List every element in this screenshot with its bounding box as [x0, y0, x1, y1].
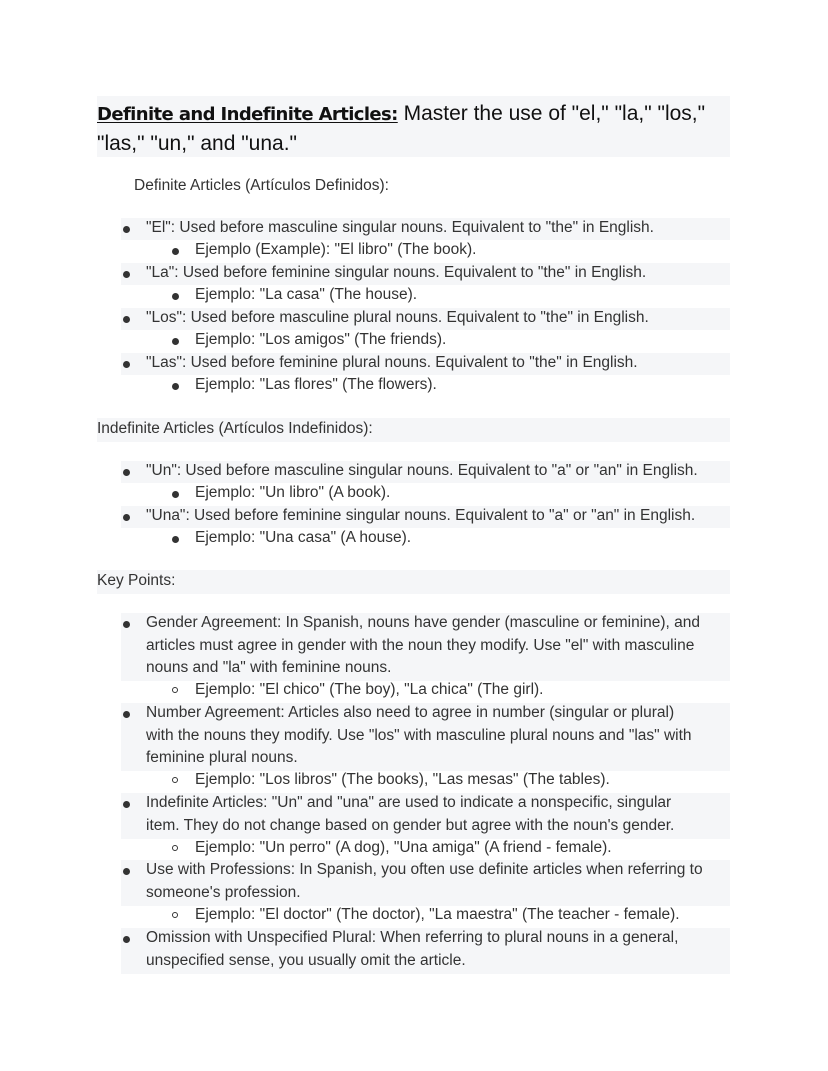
bullet-circle-icon	[172, 845, 178, 851]
indefinite-item-una: "Una": Used before feminine singular nouns. Equivalent to "a" or "an" in English.	[146, 507, 696, 524]
key-points-heading: Key Points:	[97, 572, 176, 589]
title-bold: Definite and Indefinite Articles:	[97, 104, 398, 125]
bullet-circle-icon	[172, 912, 178, 918]
definite-item-el: "El": Used before masculine singular nouns. Equivalent to "the" in English.	[146, 219, 654, 236]
bullet-disc-icon	[123, 226, 130, 233]
key-point-professions-line: someone's profession.	[146, 884, 301, 901]
shade-row	[97, 570, 730, 594]
indefinite-example-una: Ejemplo: "Una casa" (A house).	[195, 529, 412, 546]
key-point-gender-example: Ejemplo: "El chico" (The boy), "La chica" (The girl).	[195, 681, 544, 698]
definite-item-los: "Los": Used before masculine plural nouns. Equivalent to "the" in English.	[146, 309, 649, 326]
key-point-indefinite-line: Indefinite Articles: "Un" and "una" are used to indicate a nonspecific, singular	[146, 794, 672, 811]
bullet-circle-icon	[172, 687, 178, 693]
bullet-disc-icon	[123, 801, 130, 808]
bullet-disc-icon	[123, 868, 130, 875]
bullet-disc-icon	[172, 536, 179, 543]
key-point-number-line: with the nouns they modify. Use "los" with masculine plural nouns and "las" with	[146, 727, 692, 744]
key-point-omission-line: unspecified sense, you usually omit the article.	[146, 952, 466, 969]
title-block	[97, 96, 730, 157]
definite-example-la: Ejemplo: "La casa" (The house).	[195, 286, 418, 303]
key-point-number-example: Ejemplo: "Los libros" (The books), "Las mesas" (The tables).	[195, 771, 610, 788]
indefinite-heading: Indefinite Articles (Artículos Indefinidos):	[97, 420, 373, 437]
bullet-disc-icon	[123, 621, 130, 628]
bullet-disc-icon	[123, 271, 130, 278]
key-point-omission-line: Omission with Unspecified Plural: When referring to plural nouns in a general,	[146, 929, 679, 946]
definite-heading: Definite Articles (Artículos Definidos):	[134, 177, 389, 194]
indefinite-item-un: "Un": Used before masculine singular nouns. Equivalent to "a" or "an" in English.	[146, 462, 698, 479]
key-point-number-line: Number Agreement: Articles also need to agree in number (singular or plural)	[146, 704, 675, 721]
definite-example-los: Ejemplo: "Los amigos" (The friends).	[195, 331, 447, 348]
key-point-indefinite-example: Ejemplo: "Un perro" (A dog), "Una amiga" (A friend - female).	[195, 839, 612, 856]
bullet-disc-icon	[123, 514, 130, 521]
title-rest: Master the use of "el," "la," "los," "las," "un," and "una."	[97, 102, 706, 155]
bullet-disc-icon	[123, 936, 130, 943]
key-point-professions-example: Ejemplo: "El doctor" (The doctor), "La maestra" (The teacher - female).	[195, 906, 680, 923]
bullet-disc-icon	[172, 491, 179, 498]
definite-example-el: Ejemplo (Example): "El libro" (The book).	[195, 241, 477, 258]
page-title	[97, 99, 730, 158]
definite-item-la: "La": Used before feminine singular nouns. Equivalent to "the" in English.	[146, 264, 647, 281]
indefinite-example-un: Ejemplo: "Un libro" (A book).	[195, 484, 391, 501]
bullet-disc-icon	[123, 469, 130, 476]
bullet-disc-icon	[172, 338, 179, 345]
key-point-gender-line: nouns and "la" with feminine nouns.	[146, 659, 392, 676]
key-point-gender-line: articles must agree in gender with the noun they modify. Use "el" with masculine	[146, 637, 695, 654]
bullet-disc-icon	[123, 316, 130, 323]
definite-example-las: Ejemplo: "Las flores" (The flowers).	[195, 376, 437, 393]
key-point-professions-line: Use with Professions: In Spanish, you often use definite articles when referring to	[146, 861, 703, 878]
bullet-disc-icon	[172, 293, 179, 300]
definite-item-las: "Las": Used before feminine plural nouns. Equivalent to "the" in English.	[146, 354, 638, 371]
bullet-disc-icon	[123, 711, 130, 718]
bullet-disc-icon	[123, 361, 130, 368]
bullet-disc-icon	[172, 248, 179, 255]
bullet-circle-icon	[172, 777, 178, 783]
key-point-gender-line: Gender Agreement: In Spanish, nouns have gender (masculine or feminine), and	[146, 614, 701, 631]
bullet-disc-icon	[172, 383, 179, 390]
key-point-number-line: feminine plural nouns.	[146, 749, 298, 766]
key-point-indefinite-line: item. They do not change based on gender but agree with the noun's gender.	[146, 817, 675, 834]
